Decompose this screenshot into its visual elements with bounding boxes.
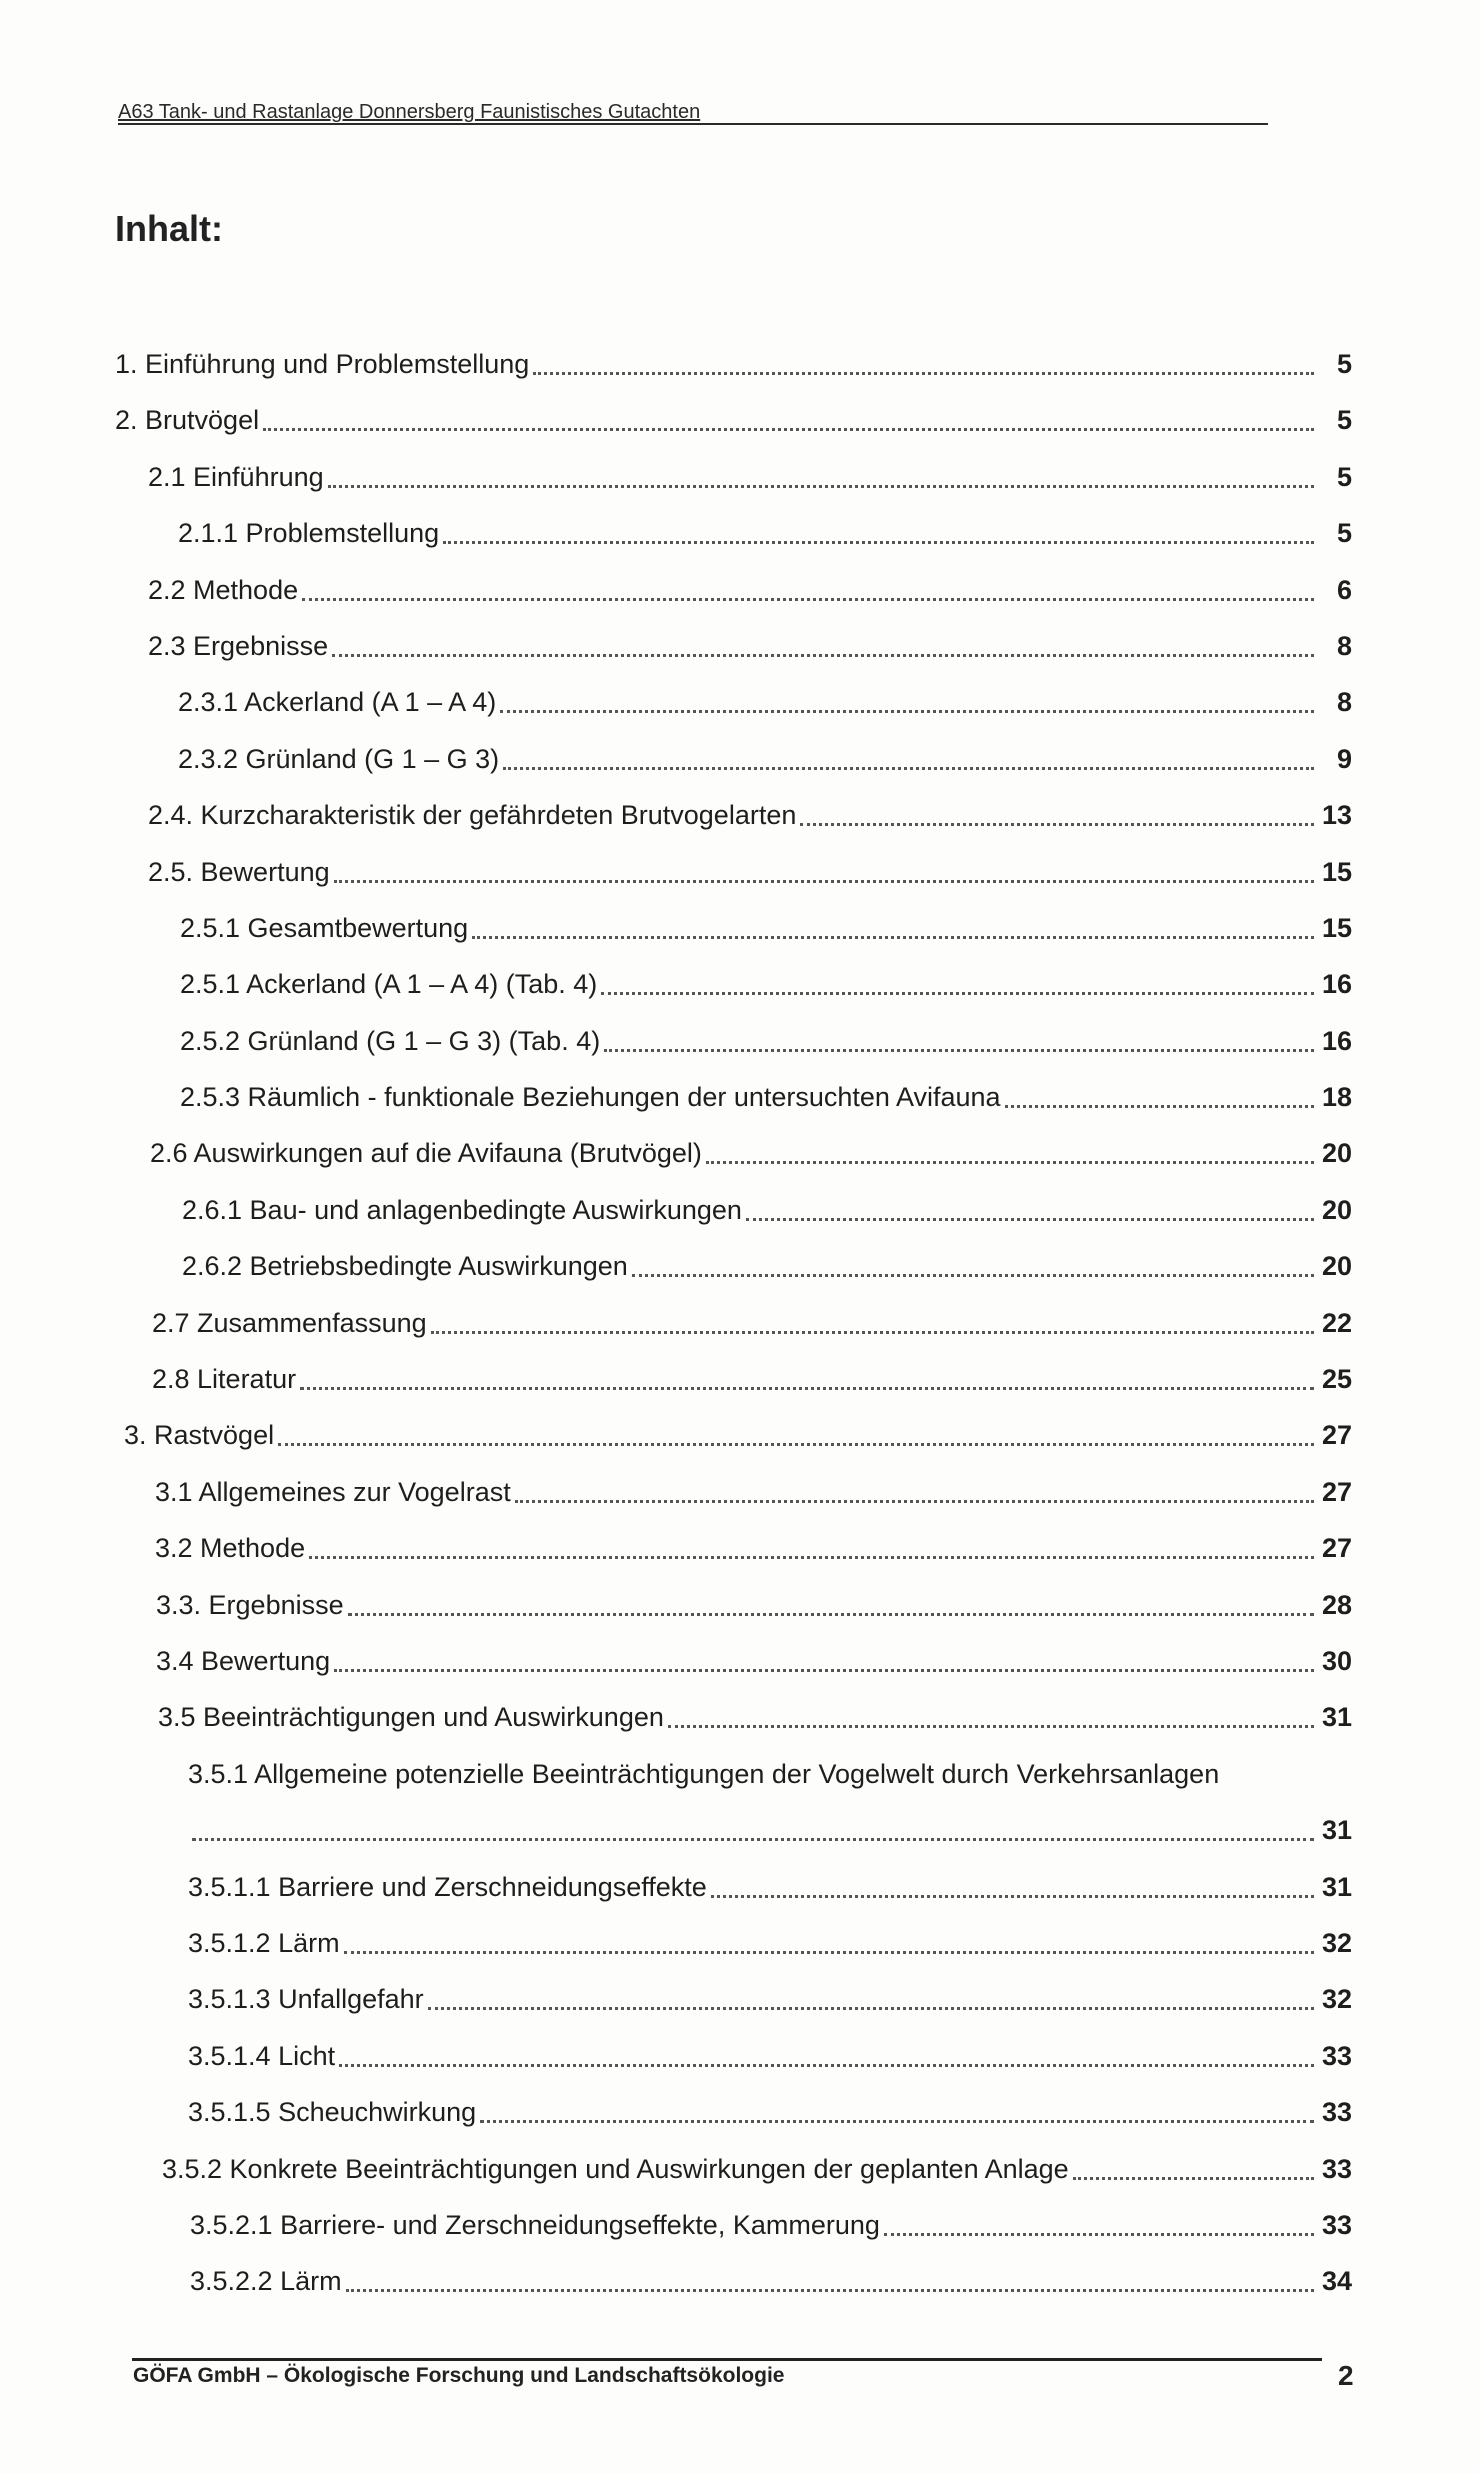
- toc-entry-label: 2.4. Kurzcharakteristik der gefährdeten Brutvogelarten: [148, 800, 797, 831]
- toc-entry-label: 2.3.2 Grünland (G 1 – G 3): [178, 743, 500, 774]
- toc-leader: [711, 1869, 1314, 1898]
- toc-entry[interactable]: [0, 402, 1480, 458]
- toc-leader: [601, 966, 1314, 995]
- toc-leader: [480, 2094, 1314, 2123]
- toc-leader: [339, 2038, 1314, 2067]
- toc-entry[interactable]: [0, 966, 1480, 1022]
- toc-entry-label: 3.5.1.3 Unfallgefahr: [188, 1984, 424, 2015]
- toc-entry-page: 25: [1321, 1364, 1352, 1395]
- toc-entry-page: 15: [1321, 856, 1352, 887]
- toc-leader: [263, 402, 1314, 431]
- toc-entry-page: 33: [1321, 2040, 1352, 2071]
- toc-leader: [344, 1925, 1314, 1954]
- toc-entry[interactable]: [0, 1023, 1480, 1079]
- toc-entry-page: 27: [1321, 1420, 1352, 1451]
- toc-leader: [515, 1474, 1314, 1503]
- toc-entry[interactable]: [0, 1305, 1480, 1361]
- toc-entry-page: 9: [1336, 743, 1352, 774]
- toc-entry-page: 27: [1321, 1476, 1352, 1507]
- toc-entry-label: 2.6 Auswirkungen auf die Avifauna (Brutvögel): [150, 1138, 702, 1169]
- toc-entry-label: 2.1.1 Problemstellung: [178, 518, 440, 549]
- toc-entry-continuation[interactable]: [0, 1812, 1480, 1868]
- toc-entry[interactable]: [0, 1981, 1480, 2037]
- toc-leader: [533, 346, 1314, 375]
- header-rule: [118, 123, 1268, 125]
- toc-entry-label: 3.5.1.4 Licht: [188, 2040, 336, 2071]
- toc-entry[interactable]: [0, 1079, 1480, 1135]
- toc-entry[interactable]: [0, 572, 1480, 628]
- toc-leader: [428, 1981, 1314, 2010]
- toc-entry[interactable]: [0, 628, 1480, 684]
- toc-entry-page: 15: [1321, 912, 1352, 943]
- toc-entry[interactable]: [0, 1756, 1480, 1812]
- toc-entry-label: 3.1 Allgemeines zur Vogelrast: [155, 1476, 511, 1507]
- toc-leader: [746, 1192, 1314, 1221]
- toc-entry-page: 20: [1321, 1251, 1352, 1282]
- toc-entry-page: 31: [1321, 1702, 1352, 1733]
- toc-entry[interactable]: [0, 797, 1480, 853]
- toc-entry-page: 30: [1321, 1645, 1352, 1676]
- toc-entry-label: 3.5.1.5 Scheuchwirkung: [188, 2097, 477, 2128]
- toc-entry-page: 13: [1321, 800, 1352, 831]
- toc-entry-page: 33: [1321, 2209, 1352, 2240]
- toc-entry[interactable]: [0, 1925, 1480, 1981]
- toc-leader: [1005, 1079, 1314, 1108]
- toc-entry-page: 27: [1321, 1533, 1352, 1564]
- toc-entry[interactable]: [0, 1135, 1480, 1191]
- toc-entry[interactable]: [0, 2151, 1480, 2207]
- toc-entry[interactable]: [0, 2263, 1480, 2319]
- toc-leader: [328, 459, 1314, 488]
- toc-entry-page: 8: [1336, 687, 1352, 718]
- toc-leader: [668, 1699, 1314, 1728]
- toc-leader: [443, 515, 1314, 544]
- toc-entry[interactable]: [0, 1474, 1480, 1530]
- toc-entry-label: 2.5.2 Grünland (G 1 – G 3) (Tab. 4): [180, 1025, 601, 1056]
- toc-entry-label: 2.7 Zusammenfassung: [152, 1307, 427, 1338]
- toc-entry-label: 3.5.2 Konkrete Beeinträchtigungen und Auswirkungen der geplanten Anlage: [162, 2153, 1069, 2184]
- toc-entry-page: 34: [1321, 2266, 1352, 2297]
- running-header: A63 Tank- und Rastanlage Donnersberg Faunistisches Gutachten: [118, 101, 701, 123]
- toc-leader: [472, 910, 1314, 939]
- toc-entry-page: 33: [1321, 2097, 1352, 2128]
- toc-leader: [309, 1530, 1314, 1559]
- toc-entry-label: 3.2 Methode: [155, 1533, 306, 1564]
- footer-page-number: 2: [1338, 2360, 1354, 2391]
- toc-entry-label: 2.1 Einführung: [148, 461, 324, 492]
- toc-entry-label: 3. Rastvögel: [124, 1420, 275, 1451]
- toc-entry-label: 2.5.1 Ackerland (A 1 – A 4) (Tab. 4): [180, 969, 598, 1000]
- toc-entry-label: 3.5.2.2 Lärm: [190, 2266, 342, 2297]
- toc-entry-page: 31: [1321, 1871, 1352, 1902]
- toc-leader: [503, 741, 1314, 770]
- toc-leader: [348, 1587, 1314, 1616]
- toc-leader: [884, 2207, 1314, 2236]
- toc-entry-label: 2.8 Literatur: [152, 1364, 297, 1395]
- toc-leader: [431, 1305, 1314, 1334]
- toc-entry[interactable]: [0, 1361, 1480, 1417]
- toc-entry-page: 5: [1336, 349, 1352, 379]
- toc-entry-label: 2.6.1 Bau- und anlagenbedingte Auswirkungen: [182, 1194, 742, 1225]
- toc-entry[interactable]: [0, 515, 1480, 571]
- toc-entry-page: 33: [1321, 2153, 1352, 2184]
- toc-entry-page: 31: [1321, 1815, 1352, 1846]
- toc-entry-page: 28: [1321, 1589, 1352, 1620]
- toc-entry-page: 18: [1321, 1082, 1352, 1113]
- toc-leader: [332, 628, 1314, 657]
- toc-entry-page: 22: [1321, 1307, 1352, 1338]
- toc-leader: [706, 1135, 1314, 1164]
- toc-entry-label: 3.5.1.2 Lärm: [188, 1927, 340, 1958]
- table-of-contents: [0, 346, 1480, 2320]
- toc-entry-page: 20: [1321, 1194, 1352, 1225]
- toc-entry-page: 6: [1336, 574, 1352, 605]
- toc-entry[interactable]: [0, 1530, 1480, 1586]
- toc-entry[interactable]: [0, 1248, 1480, 1304]
- toc-entry-label: 2.5. Bewertung: [148, 856, 330, 887]
- toc-entry[interactable]: [0, 459, 1480, 515]
- toc-entry[interactable]: [0, 1869, 1480, 1925]
- toc-entry-label: 3.5 Beeinträchtigungen und Auswirkungen: [158, 1702, 664, 1733]
- toc-entry-page: 32: [1321, 1927, 1352, 1958]
- toc-leader: [346, 2263, 1314, 2292]
- toc-entry[interactable]: [0, 910, 1480, 966]
- toc-entry[interactable]: [0, 2207, 1480, 2263]
- toc-entry-label: 2.5.3 Räumlich - funktionale Beziehungen der untersuchten Avifauna: [180, 1082, 1001, 1113]
- toc-leader: [334, 1643, 1314, 1672]
- toc-entry-label: 3.5.1 Allgemeine potenzielle Beeinträchtigungen der Vogelwelt durch Verkehrsanlagen: [188, 1758, 1220, 1789]
- toc-entry-page: 20: [1321, 1138, 1352, 1169]
- toc-entry-label: 3.4 Bewertung: [156, 1645, 331, 1676]
- toc-entry-page: 16: [1321, 969, 1352, 1000]
- toc-leader: [500, 684, 1314, 713]
- toc-entry[interactable]: [0, 1587, 1480, 1643]
- toc-leader: [1073, 2151, 1314, 2180]
- toc-entry[interactable]: [0, 1417, 1480, 1473]
- toc-entry-label: 3.5.2.1 Barriere- und Zerschneidungseffekte, Kammerung: [190, 2209, 880, 2240]
- toc-leader: [302, 572, 1314, 601]
- toc-leader: [278, 1417, 1314, 1446]
- toc-leader: [192, 1812, 1314, 1841]
- toc-leader: [800, 797, 1314, 826]
- toc-leader: [300, 1361, 1314, 1390]
- toc-entry-label: 2.6.2 Betriebsbedingte Auswirkungen: [182, 1251, 628, 1282]
- toc-entry-label: 3.3. Ergebnisse: [156, 1589, 344, 1620]
- toc-entry-label: 2.3.1 Ackerland (A 1 – A 4): [178, 687, 497, 718]
- toc-entry-label: 2.5.1 Gesamtbewertung: [180, 912, 469, 943]
- toc-leader: [604, 1023, 1314, 1052]
- page-title: Inhalt:: [115, 208, 223, 249]
- toc-entry-label: 2. Brutvögel: [115, 405, 260, 436]
- toc-entry[interactable]: [0, 1643, 1480, 1699]
- toc-entry-page: 32: [1321, 1984, 1352, 2015]
- footer-rule: [132, 2358, 1322, 2361]
- toc-entry-label: 3.5.1.1 Barriere und Zerschneidungseffekte: [188, 1871, 707, 1902]
- toc-entry[interactable]: [0, 741, 1480, 797]
- toc-entry[interactable]: [0, 346, 1480, 402]
- toc-entry[interactable]: [0, 684, 1480, 740]
- toc-entry-label: 2.2 Methode: [148, 574, 299, 605]
- toc-entry-page: 5: [1336, 405, 1352, 436]
- toc-leader: [632, 1248, 1314, 1277]
- toc-entry-page: 8: [1336, 630, 1352, 661]
- toc-entry[interactable]: [0, 1192, 1480, 1248]
- toc-entry[interactable]: [0, 854, 1480, 910]
- toc-entry-label: 2.3 Ergebnisse: [148, 630, 329, 661]
- toc-entry-page: 5: [1336, 461, 1352, 492]
- toc-leader: [334, 854, 1314, 883]
- toc-entry-page: 5: [1336, 518, 1352, 549]
- toc-entry[interactable]: [0, 2094, 1480, 2150]
- toc-entry-page: 16: [1321, 1025, 1352, 1056]
- toc-entry[interactable]: [0, 1699, 1480, 1755]
- toc-entry[interactable]: [0, 2038, 1480, 2094]
- toc-entry-label: 1. Einführung und Problemstellung: [115, 349, 530, 379]
- footer-organization: GÖFA GmbH – Ökologische Forschung und Landschaftsökologie: [133, 2364, 785, 2387]
